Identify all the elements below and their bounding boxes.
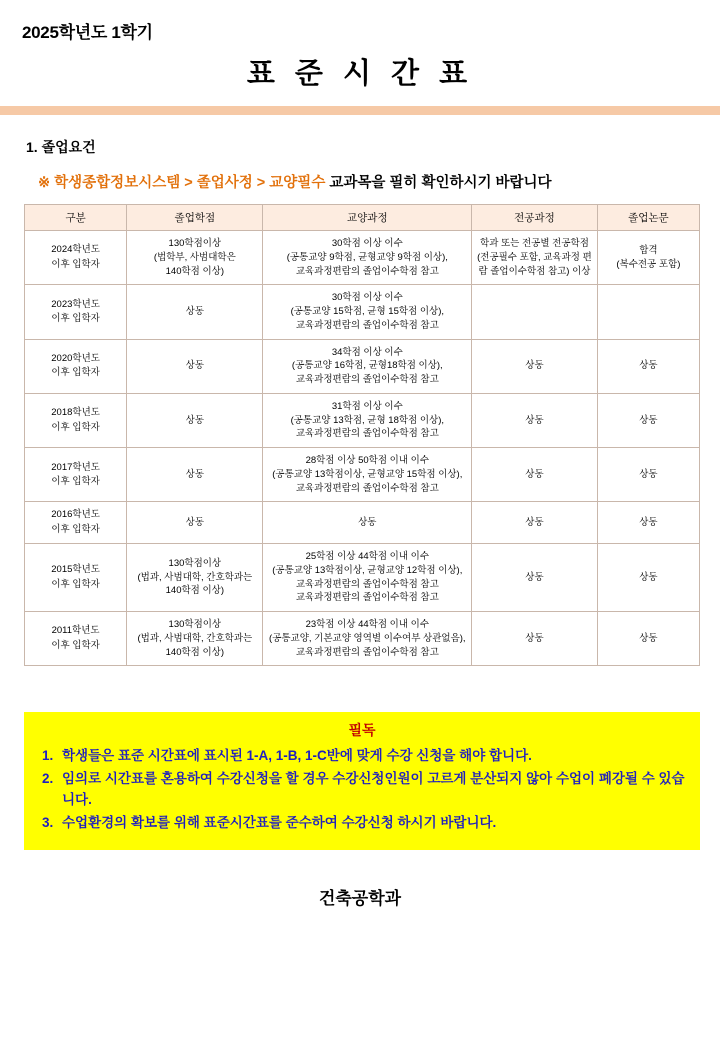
cell-year: 2020학년도 이후 입학자 xyxy=(25,339,127,393)
th-division: 구분 xyxy=(25,205,127,231)
cell-credits: 상동 xyxy=(127,285,263,339)
cell-credits: 상동 xyxy=(127,393,263,447)
notice-item xyxy=(38,746,686,767)
cell-liberal: 31학점 이상 이수 (공통교양 13학점, 균형 18학점 이상), 교육과정편람의 졸업이수학점 참고 xyxy=(263,393,472,447)
th-thesis: 졸업논문 xyxy=(597,205,699,231)
cell-major: 상동 xyxy=(472,502,598,544)
cell-liberal: 23학점 이상 44학점 이내 이수 (공통교양, 기본교양 영역별 이수여부 상관없음), 교육과정편람의 졸업이수학점 참고 xyxy=(263,612,472,666)
table-row xyxy=(25,612,700,666)
cell-thesis: 상동 xyxy=(597,502,699,544)
cell-credits: 상동 xyxy=(127,502,263,544)
cell-year: 2015학년도 이후 입학자 xyxy=(25,543,127,611)
notice-item xyxy=(38,769,686,811)
cell-liberal: 28학점 이상 50학점 이내 이수 (공통교양 13학점이상, 균형교양 15학점 이상), 교육과정편람의 졸업이수학점 참고 xyxy=(263,448,472,502)
th-major: 전공과정 xyxy=(472,205,598,231)
cell-major xyxy=(472,285,598,339)
cell-liberal: 상동 xyxy=(263,502,472,544)
notice-box xyxy=(24,712,700,850)
cell-year: 2016학년도 이후 입학자 xyxy=(25,502,127,544)
cell-credits: 130학점이상 (법과, 사범대학, 간호학과는 140학점 이상) xyxy=(127,543,263,611)
cell-major: 상동 xyxy=(472,543,598,611)
table-row xyxy=(25,339,700,393)
cell-year: 2011학년도 이후 입학자 xyxy=(25,612,127,666)
table-row xyxy=(25,502,700,544)
notice-text: 임의로 시간표를 혼용하여 수강신청을 할 경우 수강신청인원이 고르게 분산되지 않아 수업이 폐강될 수 있습니다. xyxy=(62,771,685,808)
cell-year: 2017학년도 이후 입학자 xyxy=(25,448,127,502)
table-row xyxy=(25,543,700,611)
cell-year: 2023학년도 이후 입학자 xyxy=(25,285,127,339)
cell-thesis: 상동 xyxy=(597,543,699,611)
note-plain-text: 교과목을 필히 확인하시기 바랍니다 xyxy=(329,175,552,191)
notice-title: 필독 xyxy=(348,722,376,739)
cell-liberal: 25학점 이상 44학점 이내 이수 (공통교양 13학점이상, 균형교양 12학점 이상), 교육과정편람의 졸업이수학점 참고 교육과정편람의 졸업이수학점 참고 xyxy=(263,543,472,611)
notice-number: 3. xyxy=(42,815,54,831)
cell-major: 상동 xyxy=(472,393,598,447)
cell-major: 학과 또는 전공별 전공학점(전공필수 포함, 교육과정 편람 졸업이수학점 참고) 이상 xyxy=(472,231,598,285)
notice-item xyxy=(38,813,686,834)
table-row xyxy=(25,393,700,447)
cell-thesis: 상동 xyxy=(597,339,699,393)
notice-text: 학생들은 표준 시간표에 표시된 1-A, 1-B, 1-C반에 맞게 수강 신청을 해야 합니다. xyxy=(62,748,532,764)
cell-year: 2018학년도 이후 입학자 xyxy=(25,393,127,447)
graduation-requirements-table xyxy=(24,204,700,666)
notice-number: 2. xyxy=(42,771,54,787)
cell-credits: 상동 xyxy=(127,448,263,502)
cell-credits: 130학점이상 (법학부, 사범대학은 140학점 이상) xyxy=(127,231,263,285)
table-body xyxy=(25,231,700,666)
notice-number: 1. xyxy=(42,748,54,764)
header-divider xyxy=(0,106,720,115)
cell-thesis: 상동 xyxy=(597,448,699,502)
table-row xyxy=(25,231,700,285)
cell-year: 2024학년도 이후 입학자 xyxy=(25,231,127,285)
notice-text: 수업환경의 확보를 위해 표준시간표를 준수하여 수강신청 하시기 바랍니다. xyxy=(62,815,497,831)
section-heading: 1. 졸업요건 xyxy=(26,139,96,155)
cell-credits: 130학점이상 (법과, 사범대학, 간호학과는 140학점 이상) xyxy=(127,612,263,666)
cell-major: 상동 xyxy=(472,612,598,666)
cell-thesis xyxy=(597,285,699,339)
cell-major: 상동 xyxy=(472,448,598,502)
cell-thesis: 상동 xyxy=(597,612,699,666)
cell-major: 상동 xyxy=(472,339,598,393)
cell-credits: 상동 xyxy=(127,339,263,393)
cell-liberal: 30학점 이상 이수 (공통교양 9학점, 균형교양 9학점 이상), 교육과정편람의 졸업이수학점 참고 xyxy=(263,231,472,285)
th-liberal-arts: 교양과정 xyxy=(263,205,472,231)
cell-thesis: 상동 xyxy=(597,393,699,447)
page-title: 표 준 시 간 표 xyxy=(246,58,474,90)
graduation-note xyxy=(38,171,698,192)
table-row xyxy=(25,448,700,502)
asterisk-icon: ※ xyxy=(38,175,51,191)
note-path-text: 학생종합정보시스템 > 졸업사정 > 교양필수 xyxy=(54,175,326,191)
cell-thesis: 합격 (복수전공 포함) xyxy=(597,231,699,285)
table-row xyxy=(25,285,700,339)
department-name: 건축공학과 xyxy=(318,889,402,909)
cell-liberal: 30학점 이상 이수 (공통교양 15학점, 균형 15학점 이상), 교육과정편람의 졸업이수학점 참고 xyxy=(263,285,472,339)
cell-liberal: 34학점 이상 이수 (공통교양 16학점, 균형18학점 이상), 교육과정편람의 졸업이수학점 참고 xyxy=(263,339,472,393)
th-credits: 졸업학점 xyxy=(127,205,263,231)
table-header-row xyxy=(25,205,700,231)
semester-label: 2025학년도 1학기 xyxy=(22,23,153,42)
